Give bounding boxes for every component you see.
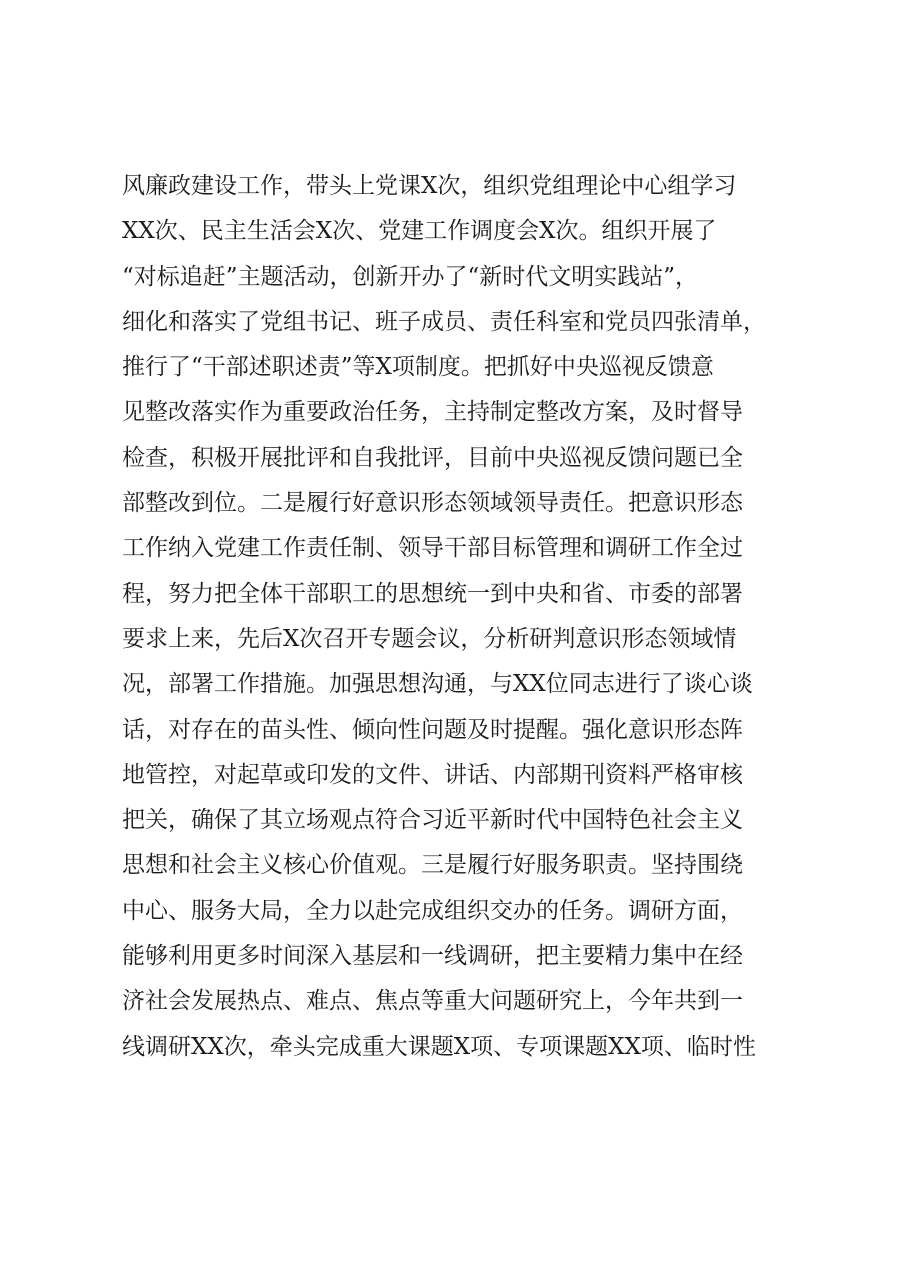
- text-line: 况，部署工作措施。加强思想沟通，与XX位同志进行了谈心谈: [122, 671, 753, 698]
- text-line: 程，努力把全体干部职工的思想统一到中央和省、市委的部署: [122, 580, 743, 607]
- text-line: 思想和社会主义核心价值观。三是履行好服务职责。坚持围绕: [122, 852, 743, 879]
- text-line: 话，对存在的苗头性、倾向性问题及时提醒。强化意识形态阵: [122, 716, 743, 743]
- text-line: 推行了“干部述职述责”等X项制度。把抓好中央巡视反馈意: [122, 354, 714, 381]
- text-line: XX次、民主生活会X次、党建工作调度会X次。组织开展了: [122, 218, 717, 245]
- text-line: 见整改落实作为重要政治任务，主持制定整改方案，及时督导: [122, 399, 743, 426]
- text-line: 济社会发展热点、难点、焦点等重大问题研究上，今年共到一: [122, 988, 743, 1015]
- body-text: [122, 164, 812, 1070]
- text-line: 能够利用更多时间深入基层和一线调研，把主要精力集中在经: [122, 943, 743, 970]
- text-line: 细化和落实了党组书记、班子成员、责任科室和党员四张清单，: [122, 308, 766, 335]
- text-line: 地管控，对起草或印发的文件、讲话、内部期刊资料严格审核: [122, 761, 743, 788]
- text-line: 把关，确保了其立场观点符合习近平新时代中国特色社会主义: [122, 807, 743, 834]
- text-line: 工作纳入党建工作责任制、领导干部目标管理和调研工作全过: [122, 535, 743, 562]
- text-line: 中心、服务大局，全力以赴完成组织交办的任务。调研方面，: [122, 897, 743, 924]
- text-line: 风廉政建设工作，带头上党课X次，组织党组理论中心组学习: [122, 173, 737, 199]
- text-line: 检查，积极开展批评和自我批评，目前中央巡视反馈问题已全: [122, 444, 743, 471]
- text-line: 线调研XX次，牵头完成重大课题X项、专项课题XX项、临时性: [122, 1033, 756, 1060]
- text-line: 部整改到位。二是履行好意识形态领域领导责任。把意识形态: [122, 490, 743, 517]
- text-line: “对标追赶”主题活动，创新开办了“新时代文明实践站”，: [122, 263, 699, 290]
- text-line: 要求上来，先后X次召开专题会议，分析研判意识形态领域情: [122, 625, 737, 652]
